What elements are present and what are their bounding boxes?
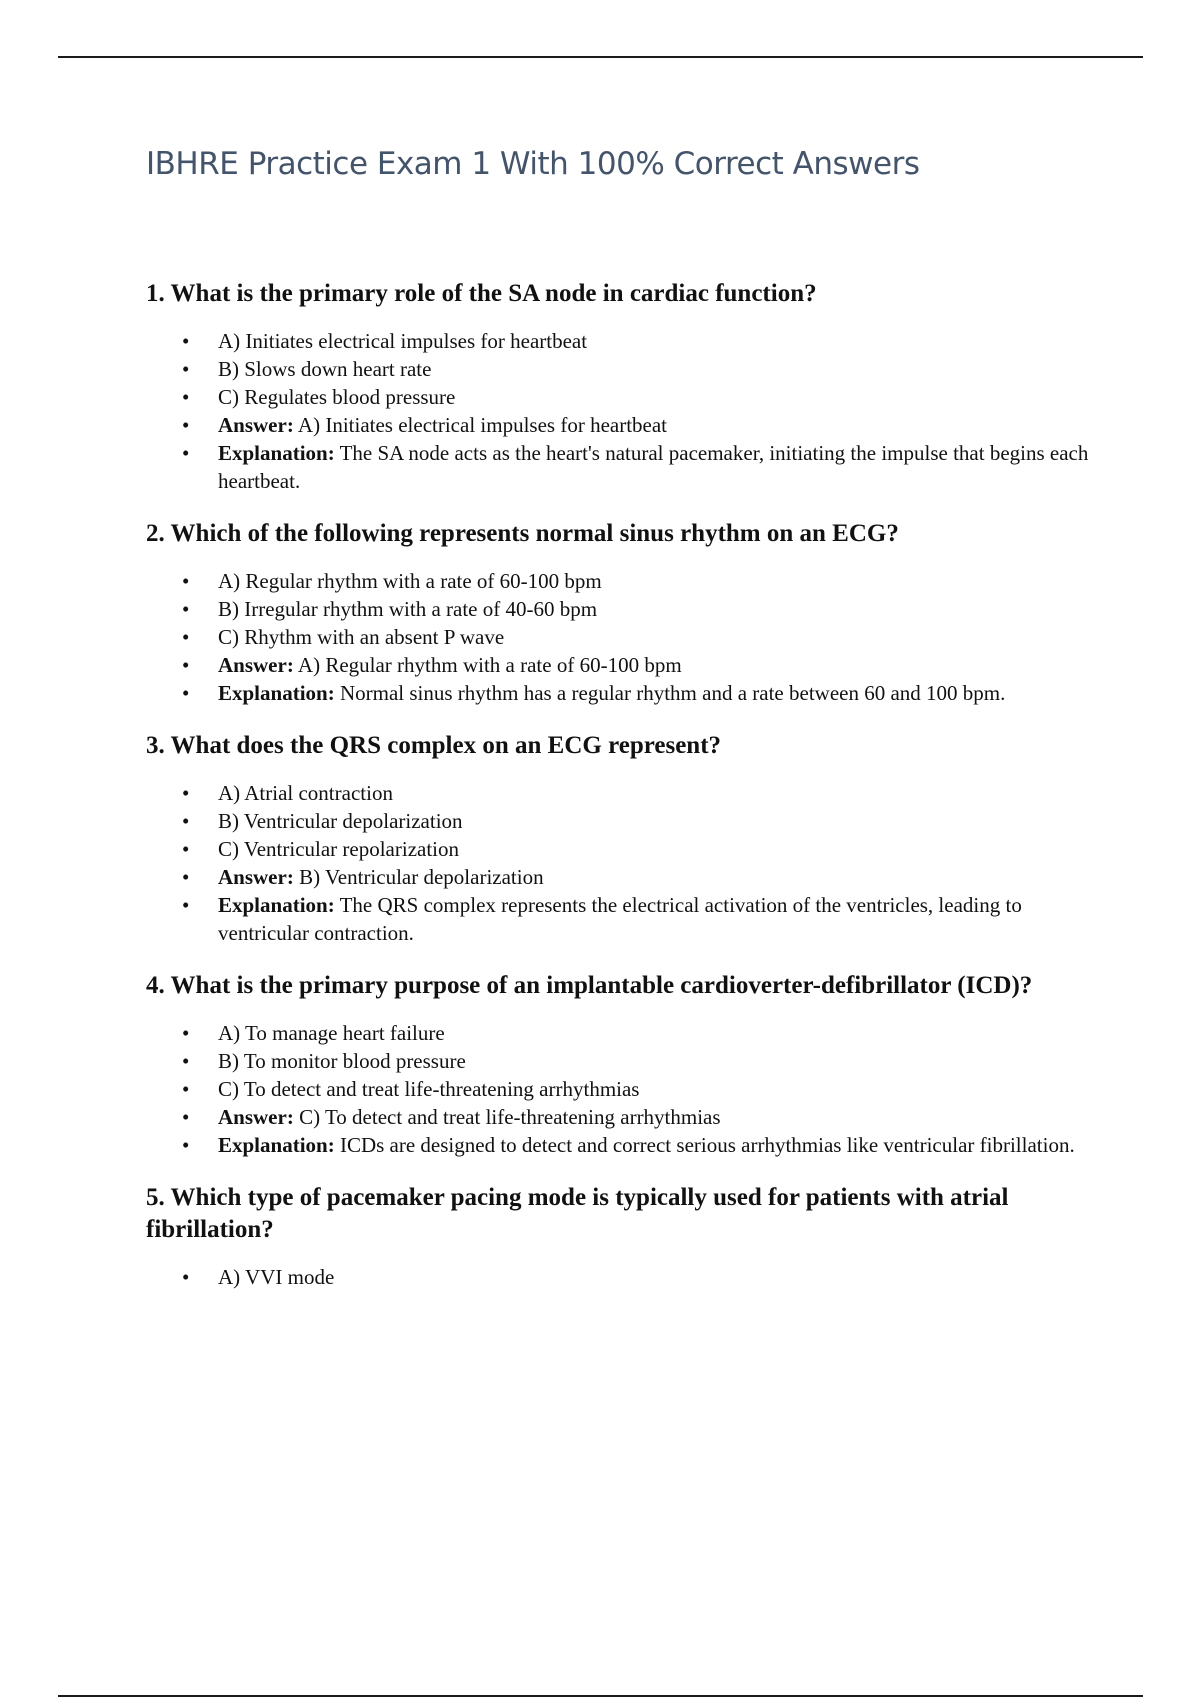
answer-text: B) Ventricular depolarization	[293, 865, 544, 889]
option-b	[146, 355, 1106, 383]
option-b	[146, 1047, 1106, 1075]
answer-label: Answer:	[218, 413, 294, 437]
option-text: B) Ventricular depolarization	[218, 809, 463, 833]
answer-text: A) Regular rhythm with a rate of 60-100 bpm	[293, 653, 682, 677]
option-a	[146, 567, 1106, 595]
bullet-icon: •	[182, 781, 190, 805]
bullet-icon: •	[182, 625, 190, 649]
bullet-icon: •	[182, 597, 190, 621]
explanation-line	[146, 891, 1106, 947]
option-text: B) To monitor blood pressure	[218, 1049, 466, 1073]
question-heading: 3. What does the QRS complex on an ECG represent?	[146, 732, 722, 759]
answer-label: Answer:	[218, 653, 294, 677]
explanation-label: Explanation:	[218, 1133, 335, 1157]
question-heading: 1. What is the primary role of the SA node in cardiac function?	[146, 280, 817, 307]
bullet-icon: •	[182, 357, 190, 381]
option-c	[146, 1075, 1106, 1103]
option-text: C) To detect and treat life-threatening arrhythmias	[218, 1077, 640, 1101]
answer-line	[146, 411, 1106, 439]
option-list	[146, 1019, 1106, 1159]
bullet-icon: •	[182, 329, 190, 353]
question-list	[146, 278, 1106, 1314]
option-list	[146, 1263, 1106, 1291]
question-heading: 2. Which of the following represents normal sinus rhythm on an ECG?	[146, 520, 899, 547]
option-b	[146, 595, 1106, 623]
answer-text: A) Initiates electrical impulses for heartbeat	[293, 413, 668, 437]
explanation-label: Explanation:	[218, 681, 335, 705]
top-rule	[58, 56, 1143, 58]
explanation-text: Normal sinus rhythm has a regular rhythm and a rate between 60 and 100 bpm.	[334, 681, 1006, 705]
question-3	[146, 730, 1106, 947]
bottom-rule	[58, 1695, 1143, 1697]
option-a	[146, 1019, 1106, 1047]
option-c	[146, 383, 1106, 411]
answer-line	[146, 863, 1106, 891]
bullet-icon: •	[182, 569, 190, 593]
option-list	[146, 567, 1106, 707]
explanation-line	[146, 1131, 1106, 1159]
question-4	[146, 970, 1106, 1159]
option-text: B) Slows down heart rate	[218, 357, 432, 381]
option-a	[146, 1263, 1106, 1291]
bullet-icon: •	[182, 1021, 190, 1045]
explanation-line	[146, 679, 1106, 707]
bullet-icon: •	[182, 809, 190, 833]
option-text: C) Ventricular repolarization	[218, 837, 460, 861]
explanation-label: Explanation:	[218, 893, 335, 917]
bullet-icon: •	[182, 1105, 190, 1129]
answer-label: Answer:	[218, 1105, 294, 1129]
bullet-icon: •	[182, 441, 190, 465]
answer-text: C) To detect and treat life-threatening arrhythmias	[293, 1105, 721, 1129]
option-text: A) Regular rhythm with a rate of 60-100 bpm	[218, 569, 602, 593]
explanation-text: ICDs are designed to detect and correct serious arrhythmias like ventricular fibrillation.	[334, 1133, 1075, 1157]
question-1	[146, 278, 1106, 495]
option-a	[146, 779, 1106, 807]
option-text: B) Irregular rhythm with a rate of 40-60 bpm	[218, 597, 598, 621]
option-text: C) Rhythm with an absent P wave	[218, 625, 505, 649]
option-text: A) Atrial contraction	[218, 781, 393, 805]
question-heading: 5. Which type of pacemaker pacing mode is typically used for patients with atrial fibrillation?	[146, 1184, 1009, 1243]
question-heading: 4. What is the primary purpose of an implantable cardioverter-defibrillator (ICD)?	[146, 972, 1033, 999]
bullet-icon: •	[182, 413, 190, 437]
option-c	[146, 835, 1106, 863]
option-text: A) Initiates electrical impulses for heartbeat	[218, 329, 588, 353]
bullet-icon: •	[182, 653, 190, 677]
option-text: C) Regulates blood pressure	[218, 385, 456, 409]
explanation-text: The QRS complex represents the electrical activation of the ventricles, leading to ventricular contraction.	[218, 893, 1022, 945]
option-text: A) VVI mode	[218, 1265, 335, 1289]
explanation-label: Explanation:	[218, 441, 335, 465]
option-list	[146, 327, 1106, 495]
option-a	[146, 327, 1106, 355]
bullet-icon: •	[182, 837, 190, 861]
document-title: IBHRE Practice Exam 1 With 100% Correct Answers	[146, 146, 920, 182]
explanation-text: The SA node acts as the heart's natural pacemaker, initiating the impulse that begins each heartbeat.	[218, 441, 1089, 493]
option-text: A) To manage heart failure	[218, 1021, 445, 1045]
explanation-line	[146, 439, 1106, 495]
answer-line	[146, 1103, 1106, 1131]
option-b	[146, 807, 1106, 835]
bullet-icon: •	[182, 1133, 190, 1157]
option-c	[146, 623, 1106, 651]
bullet-icon: •	[182, 865, 190, 889]
bullet-icon: •	[182, 385, 190, 409]
bullet-icon: •	[182, 1265, 190, 1289]
question-5	[146, 1182, 1106, 1291]
answer-line	[146, 651, 1106, 679]
bullet-icon: •	[182, 893, 190, 917]
bullet-icon: •	[182, 1049, 190, 1073]
answer-label: Answer:	[218, 865, 294, 889]
question-2	[146, 518, 1106, 707]
bullet-icon: •	[182, 681, 190, 705]
option-list	[146, 779, 1106, 947]
bullet-icon: •	[182, 1077, 190, 1101]
